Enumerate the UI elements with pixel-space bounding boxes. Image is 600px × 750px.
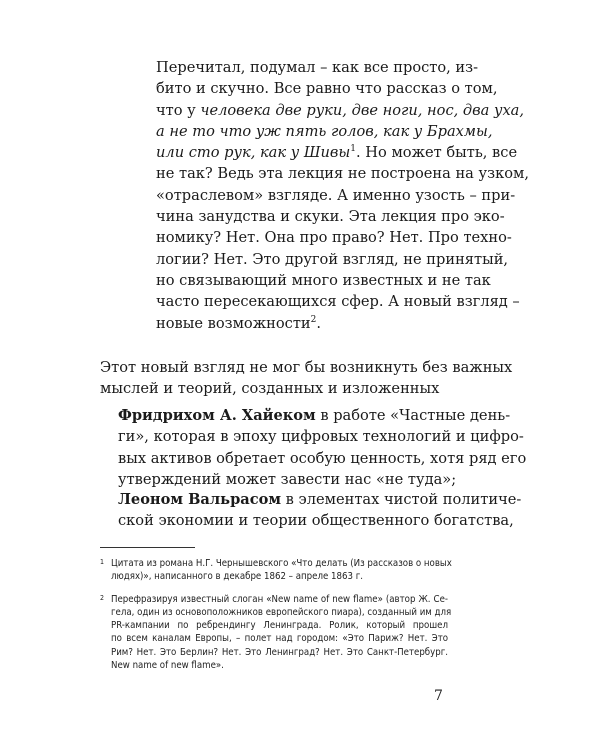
reference-item-hayek [118,405,527,490]
quote-text: что у [156,101,201,119]
quote-line [156,142,518,163]
quote-line [156,100,525,121]
footnote-marker[interactable]: 2 [310,314,317,325]
reference-line [118,489,522,510]
quote-line [156,313,442,334]
quote-italic-text: или сто рук, как у Шивы [156,144,351,162]
footnote-line: по всем каналам Европы, – полет над городом: «Это Париж? Нет. Это [111,633,448,645]
reference-line: ской экономии и теории общественного богатства, [118,512,514,530]
reference-author: Леоном Вальрасом [118,491,282,508]
reference-item-walras [118,489,522,532]
quote-line: часто пересекающихся сфер. А новый взгляд – [156,293,520,311]
quote-line: логии? Нет. Это другой взгляд, не принятый, [156,250,509,268]
quote-line: бито и скучно. Все равно что рассказ о том, [156,80,498,98]
quote-line: номику? Нет. Она про право? Нет. Про техно- [156,229,512,247]
footnote-line: PR-кампании по ребрендингу Ленинграда. Ролик, который прошел [111,620,448,632]
footnote-divider [100,547,195,548]
body-line: мыслей и теорий, созданных и изложенных [100,380,440,398]
footnote-1 [100,557,452,584]
quote-line: Перечитал, подумал – как все просто, из- [156,59,479,76]
quote-line: не так? Ведь эта лекция не построена на узком, [156,165,529,183]
reference-line: утверждений может завести нас «не туда»; [118,470,457,488]
footnote-line: Перефразируя известный слоган «New name of new flame» (автор Ж. Се- [111,593,448,605]
reference-text: в элементах чистой политиче- [281,491,522,508]
quote-block [156,57,529,334]
footnotes [100,557,452,681]
quote-line: «отраслевом» взгляде. А именно узость – при- [156,186,516,204]
footnote-line: людях)», написанного в декабре 1862 – апреле 1863 г. [111,571,364,583]
reference-line: вых активов обретает особую ценность, хотя ряд его [118,449,527,467]
reference-text: в работе «Частные день- [315,407,511,424]
quote-line: чина занудства и скуки. Эта лекция про эко- [156,208,505,226]
quote-text: новые возможности [156,314,311,332]
quote-text: . [316,314,322,332]
footnote-line: New name of new flame». [111,660,224,672]
quote-text: . Но может быть, все [356,144,518,162]
quote-italic-text: а не то что уж пять голов, как у Брахмы, [156,122,493,140]
quote-line: но связывающий много известных и не так [156,271,491,289]
quote-italic-text: человека две руки, две ноги, нос, два уха, [200,101,525,119]
footnote-marker[interactable]: 1 [350,144,357,155]
footnote-line: Цитата из романа Н.Г. Чернышевского «Что делать (Из рассказов о новых [111,558,452,569]
reference-author: Фридрихом А. Хайеком [118,407,316,424]
footnote-2 [100,593,452,673]
reference-line [118,405,511,426]
page-number: 7 [434,688,443,704]
footnote-number: 2 [100,593,105,602]
reference-line: ги», которая в эпоху цифровых технологий и цифро- [118,428,524,446]
body-paragraph [100,357,513,400]
quote-line [156,121,493,142]
footnote-line: гела, один из основоположников европейского пиара), созданный им для [111,606,452,618]
body-line: Этот новый взгляд не мог бы возникнуть без важных [100,359,513,376]
footnote-number: 1 [100,558,105,566]
footnote-line: Рим? Нет. Это Берлин? Нет. Это Ленинград? Нет. Это Санкт-Петербург. [111,646,448,658]
